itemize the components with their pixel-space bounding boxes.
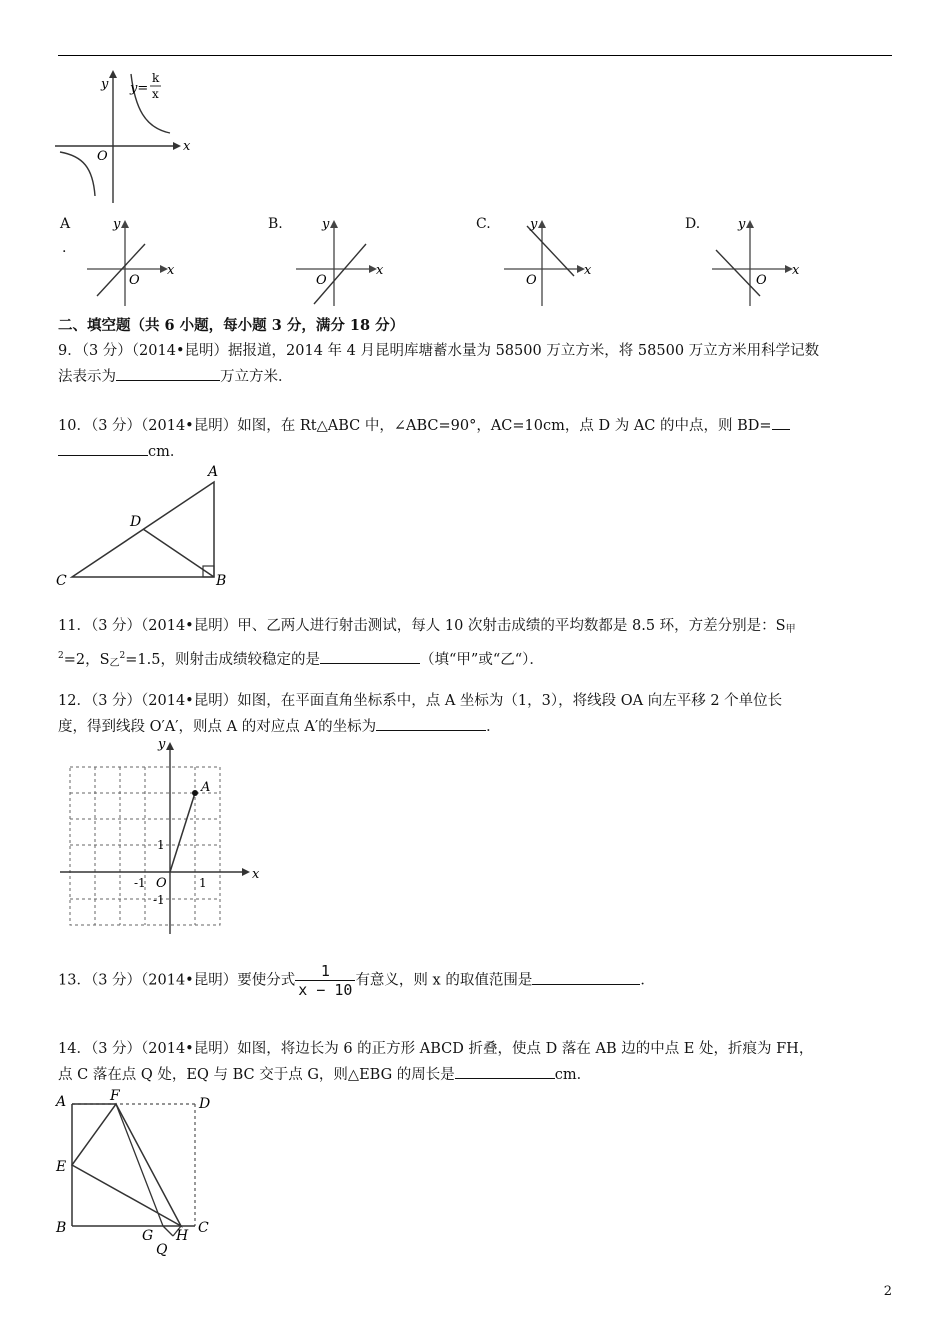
segment-oa <box>170 793 195 872</box>
svg-text:x: x <box>584 263 592 278</box>
option-c-letter: C. <box>476 216 491 232</box>
svg-text:x: x <box>376 263 384 278</box>
y-axis-arrow <box>109 70 117 78</box>
page-number: 2 <box>883 1284 892 1299</box>
svg-text:O: O <box>156 876 167 891</box>
q13-fraction: $\frac{1}{x - 10}$ <box>295 962 355 999</box>
option-a-letter: A <box>60 216 71 232</box>
grid <box>70 767 220 925</box>
q14-square-fold-figure <box>52 1086 232 1262</box>
svg-text:G: G <box>142 1228 154 1244</box>
svg-text:H: H <box>176 1228 189 1244</box>
svg-text:C: C <box>56 573 67 589</box>
svg-text:O: O <box>526 273 537 288</box>
svg-text:B: B <box>216 573 227 589</box>
question-14: 14．（3 分）（2014•昆明）如图，将边长为 6 的正方形 ABCD 折叠，使点 D 落在 AB 边的中点 E 处，折痕为 FH， 点 C 落在点 Q 处，EQ 与 BC 交于点 G，则△EBG 的周长是 cm． <box>58 1041 814 1083</box>
option-d-letter: D. <box>685 216 701 232</box>
svg-text:x: x <box>167 263 175 278</box>
svg-text:y: y <box>738 217 746 232</box>
question-9: 9．（3 分）（2014•昆明）据报道，2014 年 4 月昆明库塘蓄水量为 58500 万立方米，将 58500 万立方米用科学记数 法表示为 万立方米． <box>58 343 820 385</box>
svg-text:y: y <box>530 217 538 232</box>
q10-answer-blank-1[interactable] <box>772 413 790 430</box>
question-11: 11．（3 分）（2014•昆明）甲、乙两人进行射击测试，每人 10 次射击成绩的平均数都是 8.5 环，方差分别是：S甲 $^2$=2，S乙$^2$=1.5，则射击成绩较稳定的是 （填“甲”或“乙“）． <box>58 618 796 669</box>
svg-text:E: E <box>56 1159 67 1175</box>
header-rule <box>58 55 892 56</box>
func-x: x <box>152 87 159 101</box>
q10-answer-blank-2[interactable] <box>58 439 148 456</box>
func-k: k <box>152 71 160 85</box>
svg-text:x: x <box>792 263 800 278</box>
svg-text:y: y <box>322 217 330 232</box>
svg-text:y: y <box>113 217 121 232</box>
svg-text:O: O <box>129 273 140 288</box>
svg-text:Q: Q <box>156 1242 168 1258</box>
question-12: 12．（3 分）（2014•昆明）如图，在平面直角坐标系中，点 A 坐标为（1，3），将线段 OA 向左平移 2 个单位长 度，得到线段 O′A′，则点 A 的对应点 A′的坐标为 ． <box>58 693 783 735</box>
svg-text:1: 1 <box>199 876 207 890</box>
x-label: x <box>183 139 191 154</box>
svg-text:O: O <box>756 273 767 288</box>
hyperbola-branch-2 <box>60 152 95 196</box>
point-a <box>192 790 198 796</box>
svg-text:O: O <box>316 273 327 288</box>
question-13: 13．（3 分）（2014•昆明）要使分式 $\frac{1}{x - 10}$ 有意义，则 x 的取值范围是 ． <box>58 962 655 999</box>
svg-text:D: D <box>130 514 142 530</box>
svg-text:F: F <box>110 1088 120 1104</box>
inverse-function-graph <box>55 68 195 208</box>
func-y: y= <box>130 81 149 96</box>
svg-text:-1: -1 <box>134 876 146 890</box>
option-d-graph <box>710 214 805 309</box>
option-a-graph <box>85 214 180 309</box>
svg-text:1: 1 <box>157 838 165 852</box>
svg-text:A: A <box>56 1094 67 1110</box>
option-c-graph <box>502 214 597 309</box>
q12-answer-blank[interactable] <box>376 714 486 731</box>
svg-text:y: y <box>158 737 166 752</box>
svg-text:x: x <box>252 867 260 882</box>
origin-label: O <box>97 149 108 164</box>
option-b-graph <box>294 214 389 309</box>
q14-answer-blank[interactable] <box>455 1062 555 1079</box>
question-10: 10．（3 分）（2014•昆明）如图，在 Rt△ABC 中，∠ABC=90°，AC=10cm，点 D 为 AC 的中点，则 BD= cm． <box>58 413 892 465</box>
svg-text:A: A <box>201 780 211 795</box>
q12-coordinate-figure <box>60 736 270 940</box>
svg-text:D: D <box>199 1096 211 1112</box>
option-a-dot: . <box>62 240 67 256</box>
q10-triangle-figure <box>52 460 242 590</box>
q13-answer-blank[interactable] <box>532 968 640 985</box>
q11-answer-blank[interactable] <box>320 647 420 664</box>
svg-text:A: A <box>208 464 219 480</box>
svg-text:B: B <box>56 1220 67 1236</box>
x-axis-arrow <box>173 142 181 150</box>
option-b-letter: B. <box>268 216 283 232</box>
section-title: 二、填空题（共 6 小题，每小题 3 分，满分 18 分） <box>58 317 405 334</box>
y-label: y <box>101 77 109 92</box>
q9-answer-blank[interactable] <box>116 364 220 381</box>
svg-text:-1: -1 <box>153 893 165 907</box>
svg-text:C: C <box>198 1220 209 1236</box>
